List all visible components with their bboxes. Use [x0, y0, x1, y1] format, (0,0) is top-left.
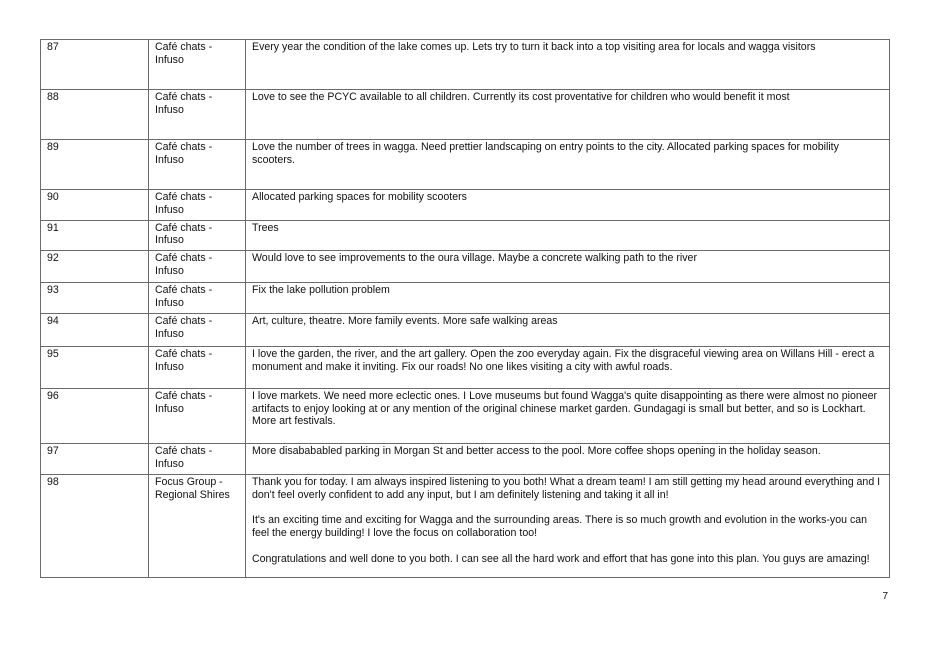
source-cell: Café chats - Infuso — [149, 190, 246, 221]
table-row — [41, 388, 890, 443]
comment-cell — [246, 313, 890, 346]
row-number-cell: 94 — [41, 313, 149, 346]
comment-cell — [246, 140, 890, 190]
source-cell: Café chats - Infuso — [149, 346, 246, 388]
source-cell: Café chats - Infuso — [149, 40, 246, 90]
row-number-cell: 90 — [41, 190, 149, 221]
comment-paragraph: Would love to see improvements to the oura village. Maybe a concrete walking path to the river — [252, 252, 697, 265]
comment-paragraph: More disabababled parking in Morgan St and better access to the pool. More coffee shops opening in the holiday season. — [252, 444, 821, 457]
comment-cell — [246, 346, 890, 388]
comment-cell — [246, 220, 890, 251]
comment-cell — [246, 190, 890, 221]
source-cell: Café chats - Infuso — [149, 140, 246, 190]
source-cell: Focus Group - Regional Shires — [149, 474, 246, 577]
comment-paragraph: Love to see the PCYC available to all children. Currently its cost proventative for children who would benefit it most — [252, 91, 790, 103]
comment-paragraph: I love markets. We need more eclectic ones. I Love museums but found Wagga's quite disappointing as there were almost no pioneer artifacts to enjoy looking at or any mention of the original chinese market garden. Gundagagi is small but better, and so is Lockhart. More art festivals. — [252, 389, 878, 428]
page-number: 7 — [882, 591, 888, 602]
table-row — [41, 140, 890, 190]
source-cell: Café chats - Infuso — [149, 220, 246, 251]
row-number-cell: 96 — [41, 388, 149, 443]
comment-cell — [246, 388, 890, 443]
comment-paragraph: Every year the condition of the lake comes up. Lets try to turn it back into a top visiting area for locals and wagga visitors — [252, 41, 816, 53]
table-row — [41, 313, 890, 346]
row-number-cell: 93 — [41, 283, 149, 314]
comment-cell — [246, 474, 890, 577]
table-row — [41, 346, 890, 388]
source-cell: Café chats - Infuso — [149, 388, 246, 443]
table-row — [41, 474, 890, 577]
table-row — [41, 443, 890, 474]
source-cell: Café chats - Infuso — [149, 90, 246, 140]
table-row — [41, 220, 890, 251]
row-number-cell: 89 — [41, 140, 149, 190]
comment-cell — [246, 90, 890, 140]
comment-paragraph: Congratulations and well done to you both. I can see all the hard work and effort that has gone into this plan. You guys are amazing! — [252, 552, 870, 565]
comment-paragraph: I love the garden, the river, and the art gallery. Open the zoo everyday again. Fix the disgraceful viewing area on Willans Hill - erect a monument and make it inviting. Fix our roads! No one likes visiting a city with awful roads. — [252, 347, 875, 373]
source-cell: Café chats - Infuso — [149, 313, 246, 346]
table-row — [41, 90, 890, 140]
comment-cell — [246, 283, 890, 314]
table-row — [41, 283, 890, 314]
comment-cell — [246, 443, 890, 474]
source-cell: Café chats - Infuso — [149, 283, 246, 314]
comment-paragraph: Thank you for today. I am always inspired listening to you both! What a dream team! I am still getting my head around everything and I don't feel overly confident to add any input, but I am definitely listening and taking it all in! — [252, 475, 881, 501]
table-row — [41, 251, 890, 283]
comment-paragraph: Fix the lake pollution problem — [252, 284, 390, 297]
row-number-cell: 95 — [41, 346, 149, 388]
comment-paragraph: It's an exciting time and exciting for Wagga and the surrounding areas. There is so much growth and evolution in the works-you can feel the energy building! I love the focus on collaboration too! — [252, 514, 868, 539]
table-row — [41, 40, 890, 90]
source-cell: Café chats - Infuso — [149, 443, 246, 474]
row-number-cell: 92 — [41, 251, 149, 283]
row-number-cell: 91 — [41, 220, 149, 251]
comment-paragraph: Art, culture, theatre. More family events. More safe walking areas — [252, 314, 558, 327]
responses-table — [40, 39, 890, 578]
row-number-cell: 88 — [41, 90, 149, 140]
comment-cell — [246, 40, 890, 90]
row-number-cell: 97 — [41, 443, 149, 474]
source-cell: Café chats - Infuso — [149, 251, 246, 283]
row-number-cell: 98 — [41, 474, 149, 577]
comment-paragraph: Love the number of trees in wagga. Need prettier landscaping on entry points to the city. Allocated parking spaces for mobility scooters. — [252, 141, 839, 166]
comment-paragraph: Trees — [252, 221, 279, 234]
comment-paragraph: Allocated parking spaces for mobility scooters — [252, 191, 467, 203]
responses-table-body — [41, 40, 890, 578]
comment-cell — [246, 251, 890, 283]
table-row — [41, 190, 890, 221]
row-number-cell: 87 — [41, 40, 149, 90]
